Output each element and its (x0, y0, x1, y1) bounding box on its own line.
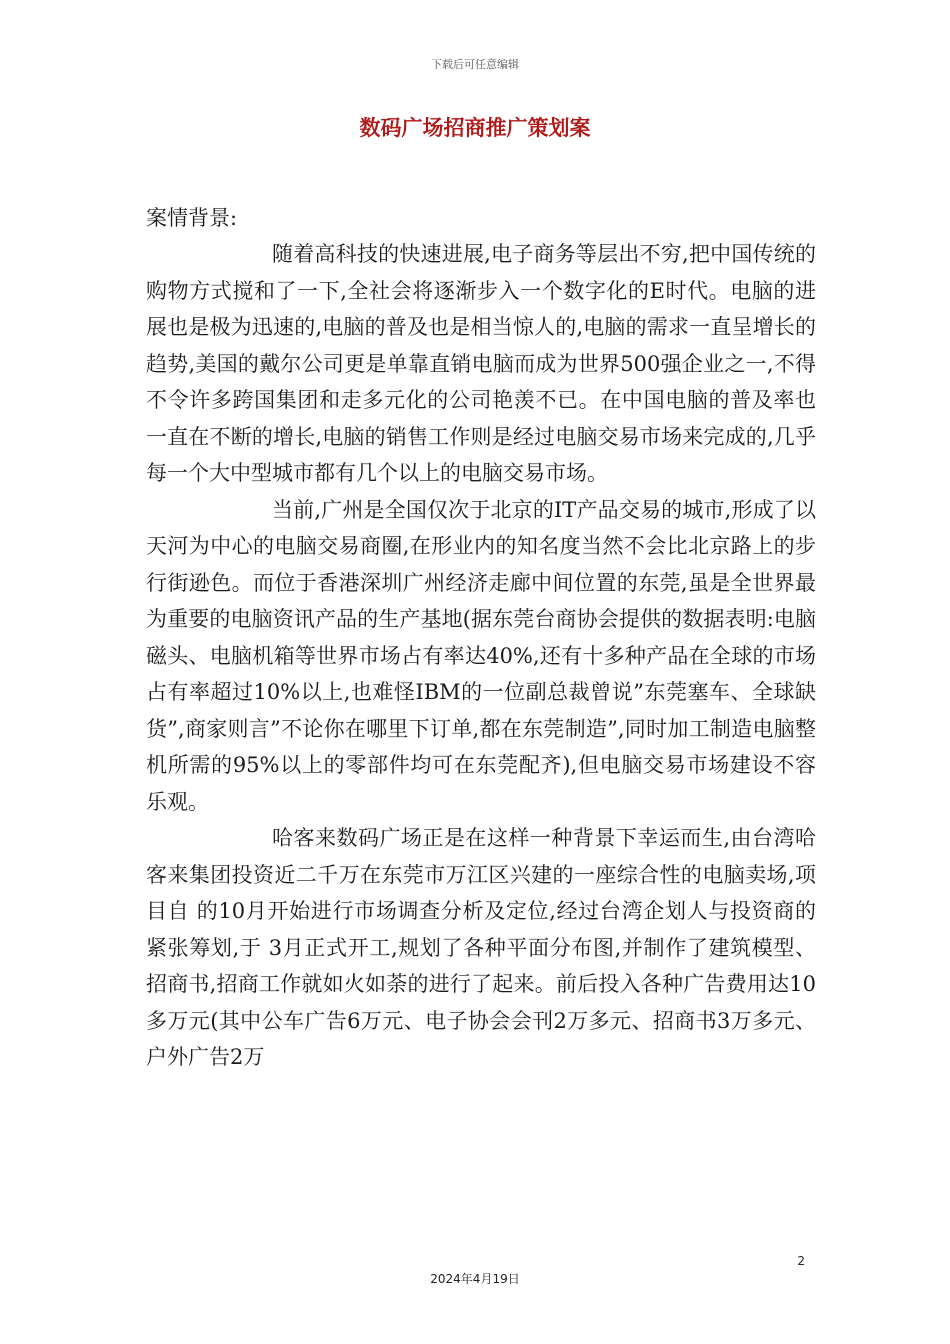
paragraph-3: 哈客来数码广场正是在这样一种背景下幸运而生,由台湾哈客来集团投资近二千万在东莞市万江区兴建的一座综合性的电脑卖场,项目自 的10月开始进行市场调查分析及定位,经过台湾企划人与投资商的紧张筹划,于 3月正式开工,规划了各种平面分布图,并制作了建筑模型、招商书,招商工作就如火如荼的进行了起来。前后投入各种广告费用达10多万元(其中公车广告6万元、电子协会会刊2万多元、招商书3万多元、户外广告2万 (146, 826, 816, 1069)
header-note: 下载后可任意编辑 (431, 58, 519, 71)
page-number: 2 (797, 1254, 805, 1268)
footer-date: 2024年4月19日 (430, 1272, 520, 1286)
paragraph-2: 当前,广州是全国仅次于北京的IT产品交易的城市,形成了以天河为中心的电脑交易商圈,在形业内的知名度当然不会比北京路上的步行街逊色。而位于香港深圳广州经济走廊中间位置的东莞,虽是全世界最为重要的电脑资讯产品的生产基地(据东莞台商协会提供的数据表明:电脑磁头、电脑机箱等世界市场占有率达40%,还有十多种产品在全球的市场占有率超过10%以上,也难怪IBM的一位副总裁曾说”东莞塞车、全球缺货”,商家则言”不论你在哪里下订单,都在东莞制造”,同时加工制造电脑整机所需的95%以上的零部件均可在东莞配齐),但电脑交易市场建设不容乐观。 (146, 497, 816, 814)
paragraph-1: 随着高科技的快速进展,电子商务等层出不穷,把中国传统的购物方式搅和了一下,全社会将逐渐步入一个数字化的E时代。电脑的进展也是极为迅速的,电脑的普及也是相当惊人的,电脑的需求一直呈增长的趋势,美国的戴尔公司更是单靠直销电脑而成为世界500强企业之一,不得不令许多跨国集团和走多元化的公司艳羡不已。在中国电脑的普及率也一直在不断的增长,电脑的销售工作则是经过电脑交易市场来完成的,几乎每一个大中型城市都有几个以上的电脑交易市场。 (146, 242, 816, 485)
section-heading: 案情背景: (146, 206, 238, 230)
document-body (146, 200, 816, 1076)
document-title: 数码广场招商推广策划案 (359, 115, 591, 140)
